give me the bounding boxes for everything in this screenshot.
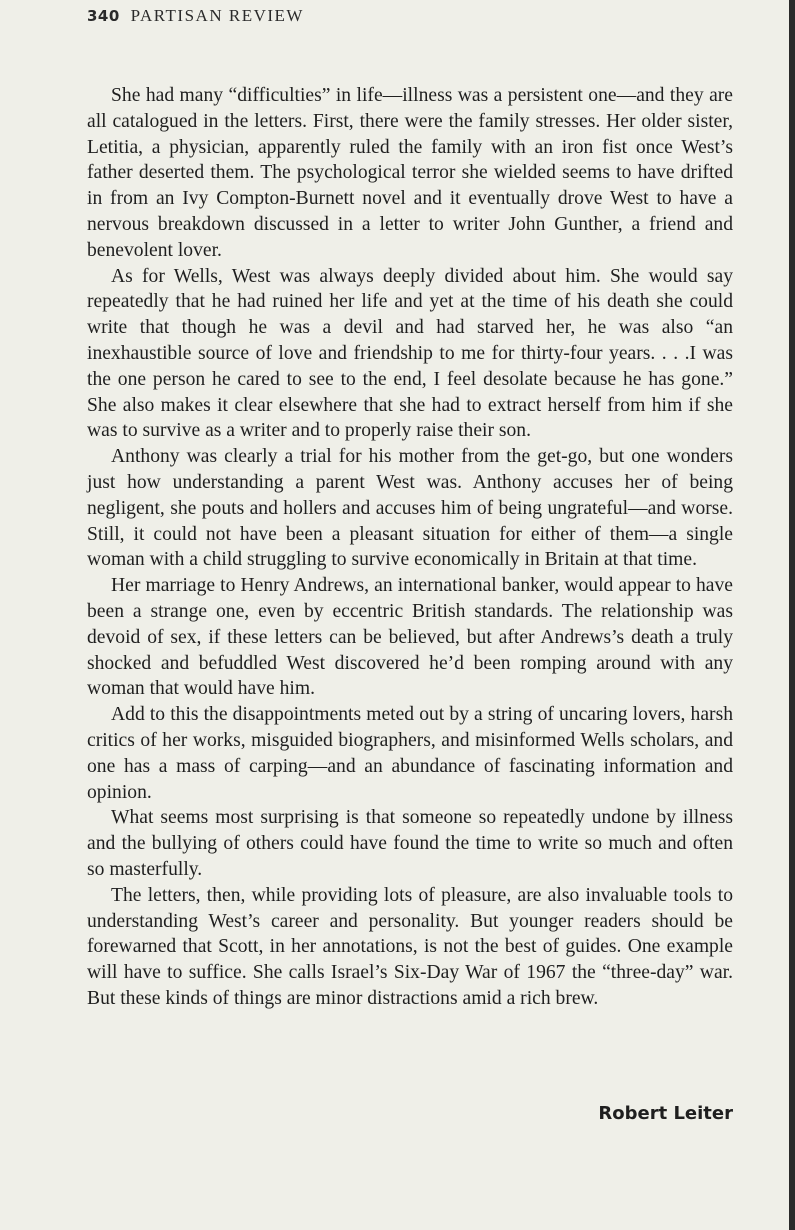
journal-title: PARTISAN REVIEW	[130, 6, 304, 25]
article-body	[87, 83, 733, 1012]
running-head	[87, 6, 304, 26]
page-number: 340	[87, 7, 120, 25]
paragraph: Her marriage to Henry Andrews, an international banker, would appear to have been a strange one, even by eccentric British standards. The relationship was devoid of sex, if these letters can be believed, but after Andrews’s death a truly shocked and befuddled West discovered he’d been romping around with any woman that would have him.	[87, 575, 733, 700]
paragraph: She had many “difficulties” in life—illness was a persistent one—and they are all catalogued in the letters. First, there were the family stresses. Her older sister, Letitia, a physician, apparently ruled the family with an iron fist once West’s father deserted them. The psychological terror she wielded seems to have drifted in from an Ivy Compton-Burnett novel and it eventually drove West to have a nervous breakdown discussed in a letter to writer John Gunther, a friend and benevolent lover.	[87, 85, 733, 261]
paragraph: What seems most surprising is that someone so repeatedly undone by illness and the bullying of others could have found the time to write so much and often so masterfully.	[87, 807, 733, 880]
paragraph: The letters, then, while providing lots of pleasure, are also invaluable tools to understanding West’s career and personality. But younger readers should be forewarned that Scott, in her annotations, is not the best of guides. One example will have to suffice. She calls Israel’s Six-Day War of 1967 the “three-day” war. But these kinds of things are minor distractions amid a rich brew.	[87, 884, 733, 1009]
page-edge	[789, 0, 795, 1230]
paragraph: As for Wells, West was always deeply divided about him. She would say repeatedly that he had ruined her life and yet at the time of his death she could write that though he was a devil and had starved her, he was also “an inexhaustible source of love and friendship to me for thirty-four years. . . .I was the one person he cared to see to the end, I feel desolate because he has gone.” She also makes it clear elsewhere that she had to extract herself from him if she was to survive as a writer and to properly raise their son.	[87, 265, 733, 442]
author-byline: Robert Leiter	[598, 1103, 733, 1124]
paragraph: Add to this the disappointments meted out by a string of uncaring lovers, harsh critics of her works, misguided biographers, and misinformed Wells scholars, and one has a mass of carping—and an abundance of fascinating information and opinion.	[87, 704, 733, 803]
paragraph: Anthony was clearly a trial for his mother from the get-go, but one wonders just how understanding a parent West was. Anthony accuses her of being negligent, she pouts and hollers and accuses him of being ungrateful—and worse. Still, it could not have been a pleasant situation for either of them—a single woman with a child struggling to survive economically in Britain at that time.	[87, 446, 733, 571]
